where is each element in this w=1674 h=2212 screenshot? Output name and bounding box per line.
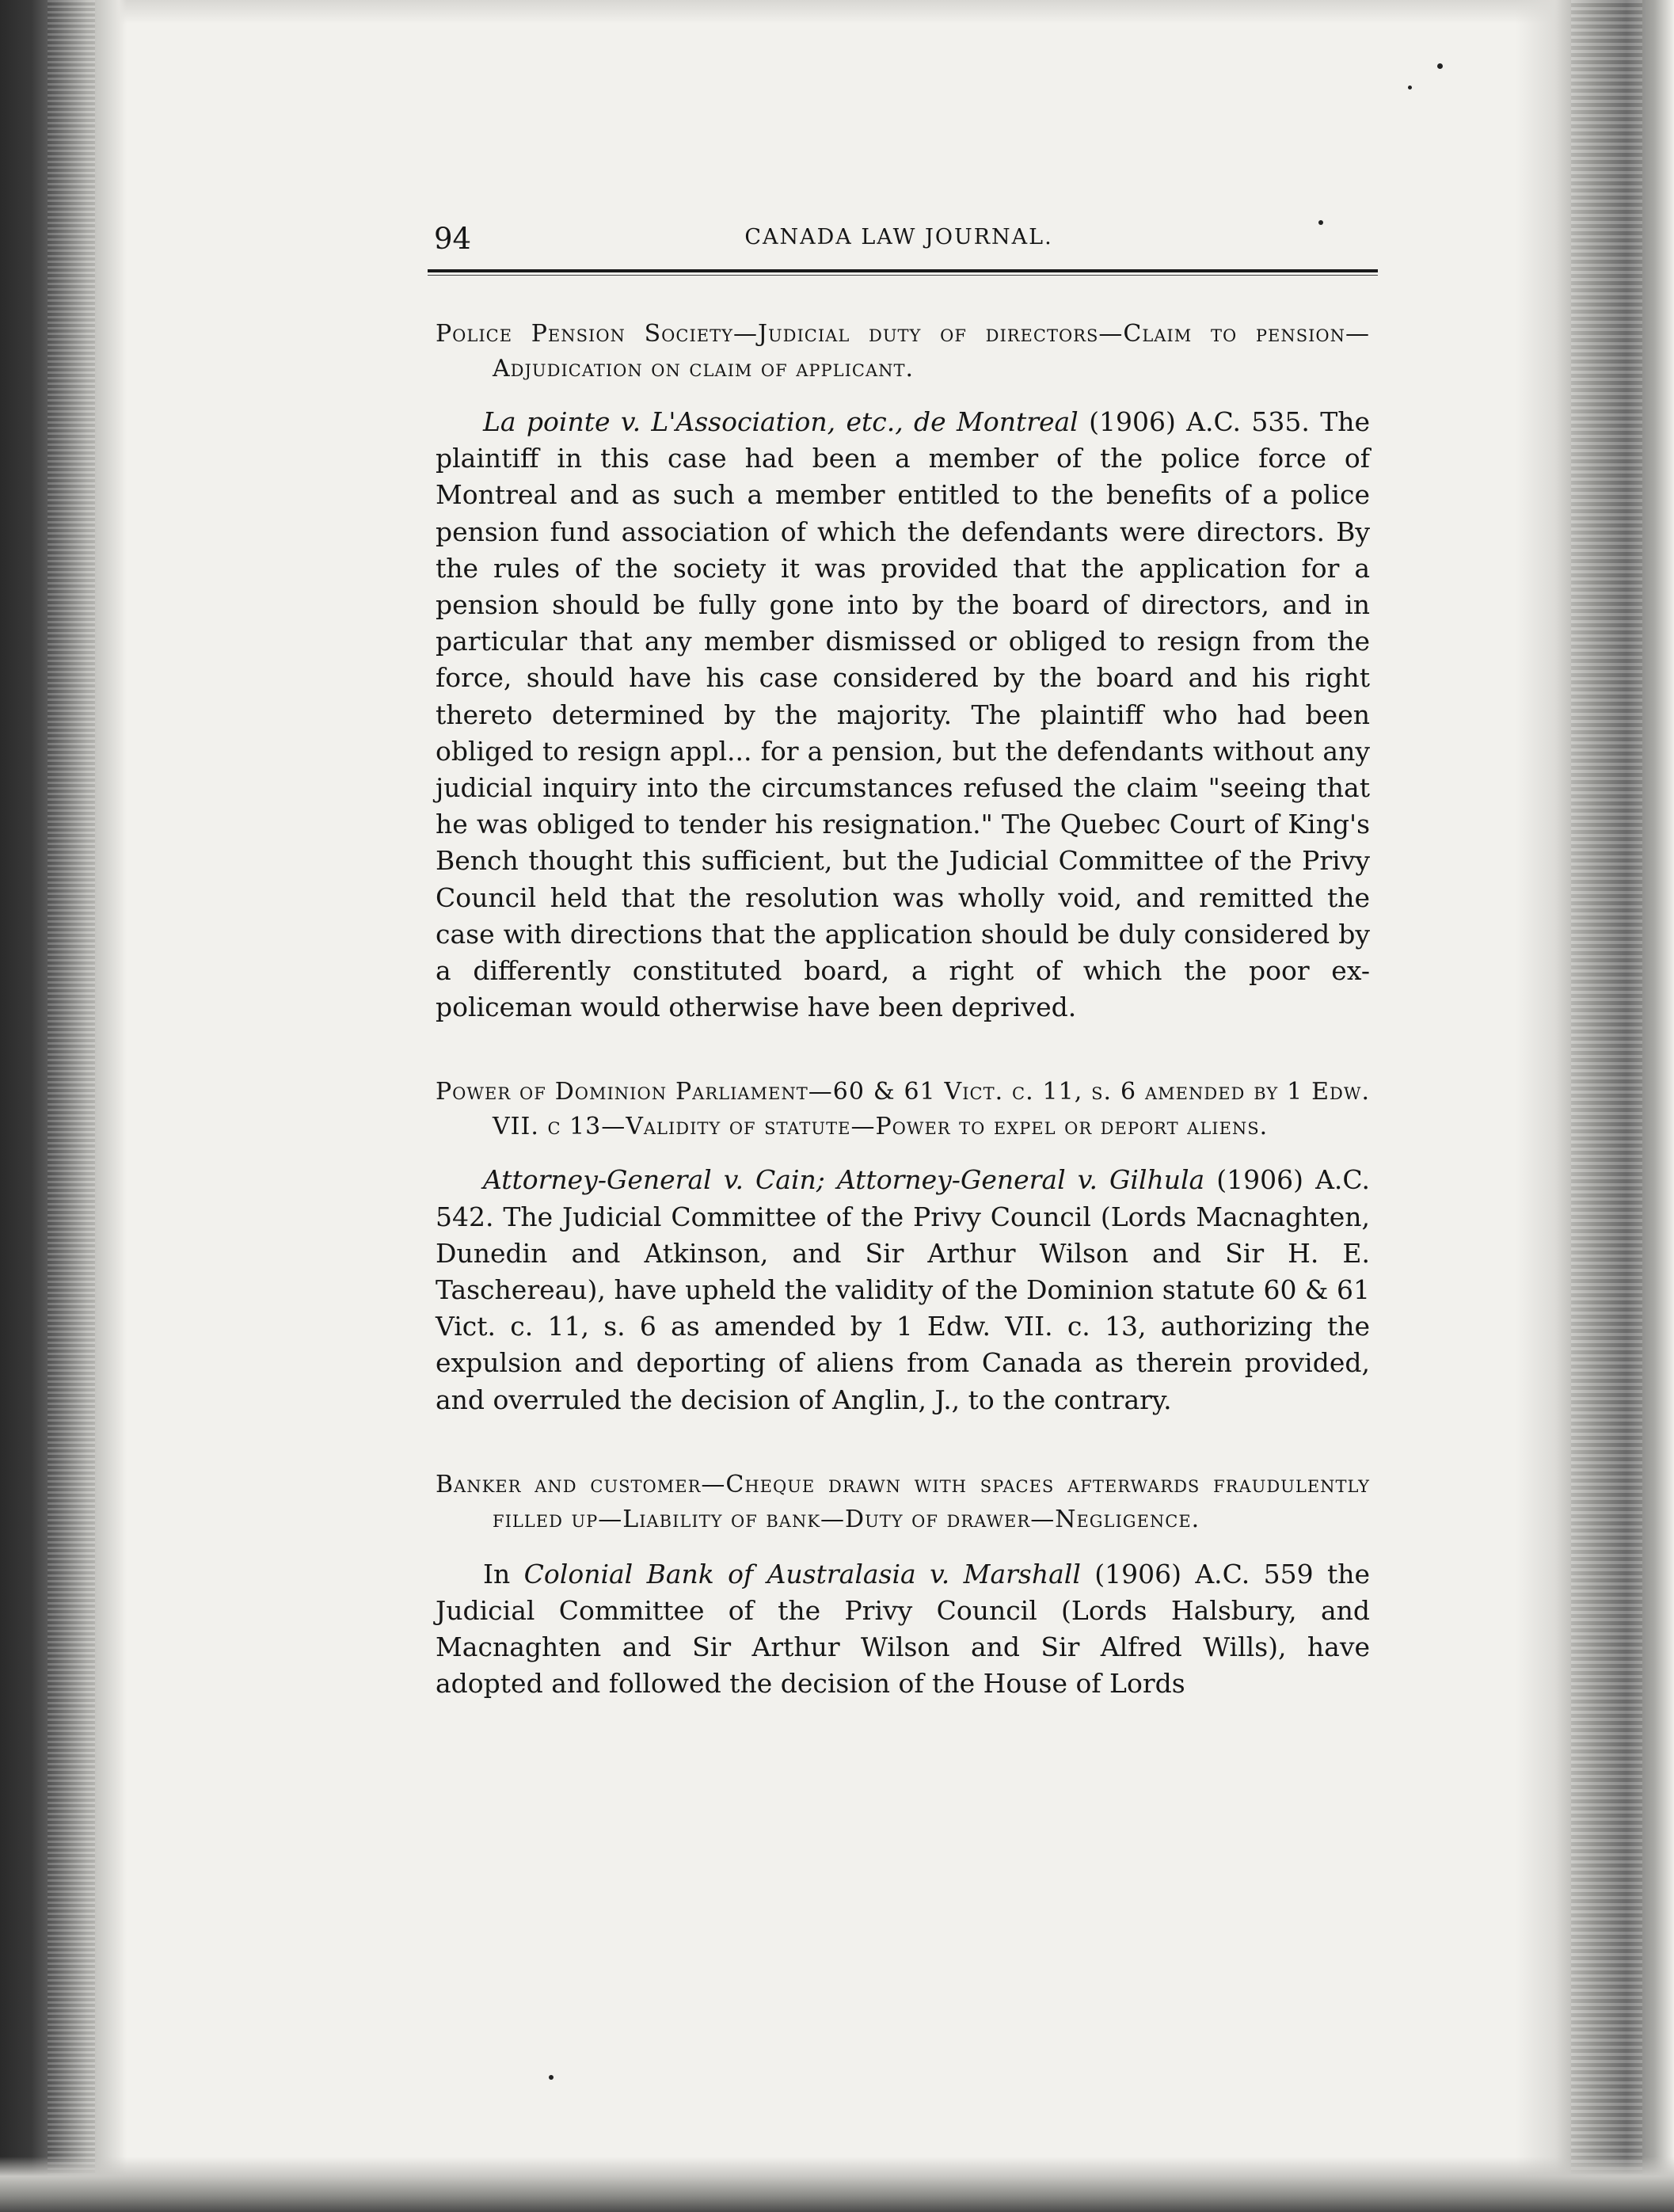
scan-speck	[549, 2075, 554, 2080]
scan-edge-bottom	[0, 2157, 1674, 2212]
case-note-banker-customer	[436, 1468, 1370, 1703]
case-body	[436, 404, 1370, 1026]
scan-speck	[1408, 86, 1412, 89]
journal-page	[412, 222, 1386, 1703]
case-citation: Attorney-General v. Cain; Attorney-General v. Gilhula	[483, 1164, 1205, 1196]
page-number: 94	[434, 222, 472, 256]
case-text: (1906) A.C. 559 the Judicial Committee of the Privy Council (Lords Halsbury, and Macnaghten and Sir Arthur Wilson and Sir Alfred Wills), have adopted and followed the decision of the House of Lords	[436, 1558, 1370, 1700]
scan-edge-left-texture	[48, 0, 95, 2212]
scan-edge-right-texture	[1571, 0, 1642, 2212]
header-rule	[428, 269, 1378, 276]
case-body	[436, 1556, 1370, 1703]
case-note-dominion-parliament	[436, 1075, 1370, 1418]
case-body	[436, 1162, 1370, 1418]
scan-edge-top	[0, 0, 1674, 24]
case-citation: La pointe v. L'Association, etc., de Montreal	[483, 406, 1079, 437]
case-intro: In	[483, 1558, 524, 1590]
case-text: (1906) A.C. 542. The Judicial Committee of the Privy Council (Lords Macnaghten, Dunedin and Atkinson, and Sir Arthur Wilson and Sir H. E. Taschereau), have upheld the validity of the Dominion statute 60 & 61 Vict. c. 11, s. 6 as amended by 1 Edw. VII. c. 13, authorizing the expulsion and deporting of aliens from Canada as therein provided, and overruled the decision of Anglin, J., to the contrary.	[436, 1164, 1370, 1415]
scan-speck	[1437, 63, 1443, 69]
case-text: (1906) A.C. 535. The plaintiff in this case had been a member of the police force of Montreal and as such a member entitled to the benefits of a police pension fund association of which the defendants were directors. By the rules of the society it was provided that the application for a pension should be fully gone into by the board of directors, and in particular that any member dismissed or obliged to resign from the force, should have his case considered by the board and his right thereto determined by the majority. The plaintiff who had been obliged to resign appl... for a pension, but the defendants without any judicial inquiry into the circumstances refused the claim "seeing that he was obliged to tender his resignation." The Quebec Court of King's Bench thought this sufficient, but the Judicial Committee of the Privy Council held that the resolution was wholly void, and remitted the case with directions that the application should be duly considered by a differently constituted board, a right of which the poor ex-policeman would otherwise have been deprived.	[436, 406, 1370, 1023]
case-heading: Police Pension Society—Judicial duty of directors—Claim to pension—Adjudication on claim of applicant.	[436, 320, 1370, 383]
case-heading: Power of Dominion Parliament—60 & 61 Vict. c. 11, s. 6 amended by 1 Edw. VII. c 13—Validity of statute—Power to expel or deport aliens.	[436, 1078, 1370, 1141]
case-heading: Banker and customer—Cheque drawn with spaces afterwards fraudulently filled up—Liability of bank—Duty of drawer—Negligence.	[436, 1470, 1370, 1533]
case-citation: Colonial Bank of Australasia v. Marshall	[523, 1558, 1081, 1590]
running-head	[412, 222, 1386, 257]
journal-title: CANADA LAW JOURNAL.	[744, 225, 1053, 249]
case-note-police-pension	[436, 317, 1370, 1026]
